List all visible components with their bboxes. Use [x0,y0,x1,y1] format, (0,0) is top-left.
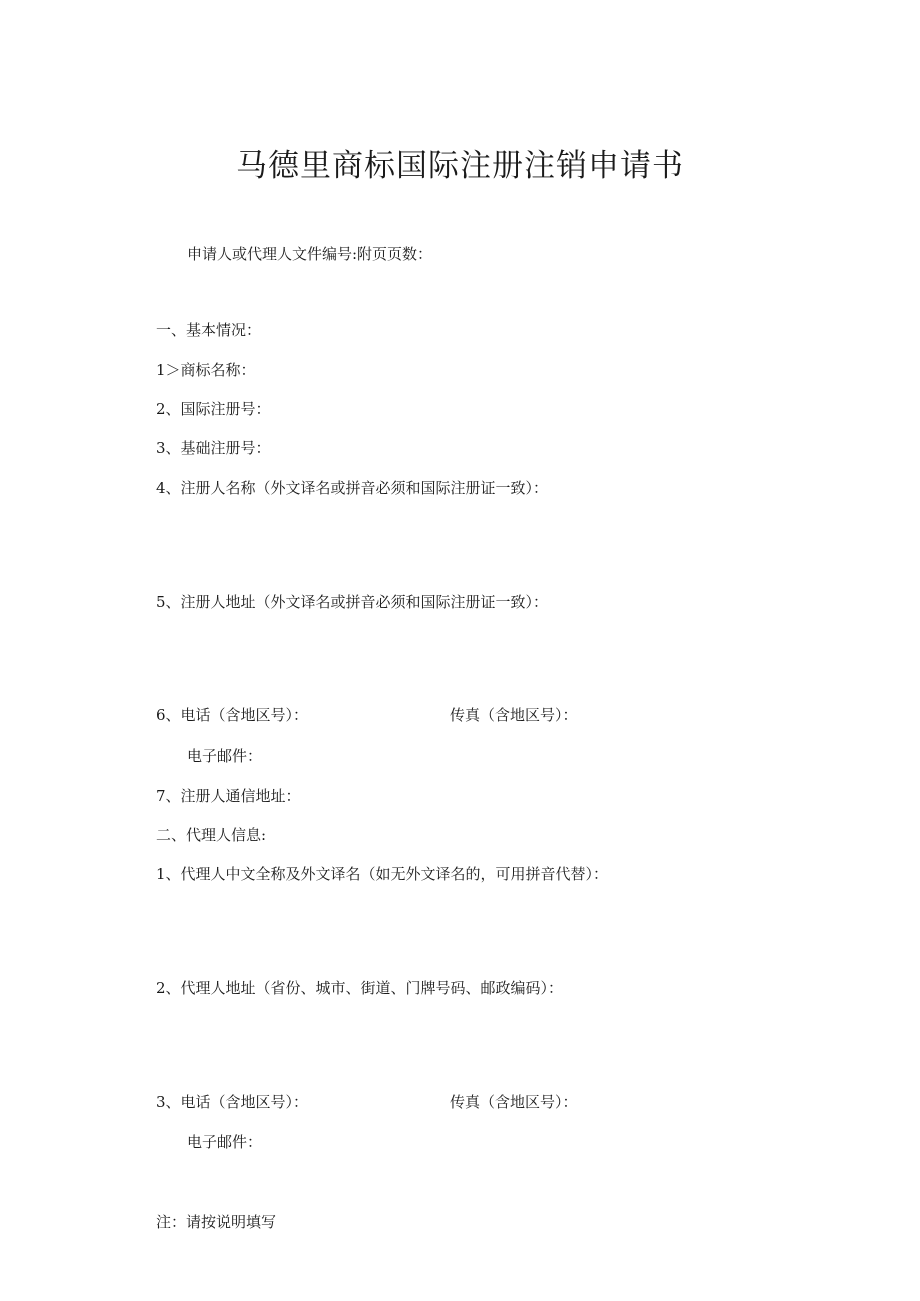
registrant-name-field: 4、注册人名称（外文译名或拼音必须和国际注册证一致）： [156,479,549,497]
section-basic-info-heading: 一、基本情况： [156,321,262,339]
document-title: 马德里商标国际注册注销申请书 [236,148,684,184]
agent-address-field: 2、代理人地址（省份、城市、街道、门牌号码、邮政编码）： [156,979,564,997]
footnote: 注：请按说明填写 [156,1213,277,1231]
section-agent-info-heading: 二、代理人信息: [156,826,267,844]
registrant-email-field: 电子邮件： [187,747,263,765]
agent-email-field: 电子邮件： [187,1133,263,1151]
basic-registration-number-field: 3、基础注册号： [156,439,271,457]
registrant-phone-field: 6、电话（含地区号）： [156,706,309,724]
registrant-address-field: 5、注册人地址（外文译名或拼音必须和国际注册证一致）： [156,593,549,611]
registrant-mailing-address-field: 7、注册人通信地址： [156,787,301,805]
international-registration-number-field: 2、国际注册号： [156,400,271,418]
agent-fax-field: 传真（含地区号）： [450,1093,578,1111]
agent-phone-field: 3、电话（含地区号）： [156,1093,309,1111]
agent-name-field: 1、代理人中文全称及外文译名（如无外文译名的，可用拼音代替）： [156,865,609,883]
trademark-name-field: 1＞商标名称： [156,361,256,379]
file-reference-line: 申请人或代理人文件编号:附页页数： [187,245,433,263]
registrant-fax-field: 传真（含地区号）： [450,706,578,724]
